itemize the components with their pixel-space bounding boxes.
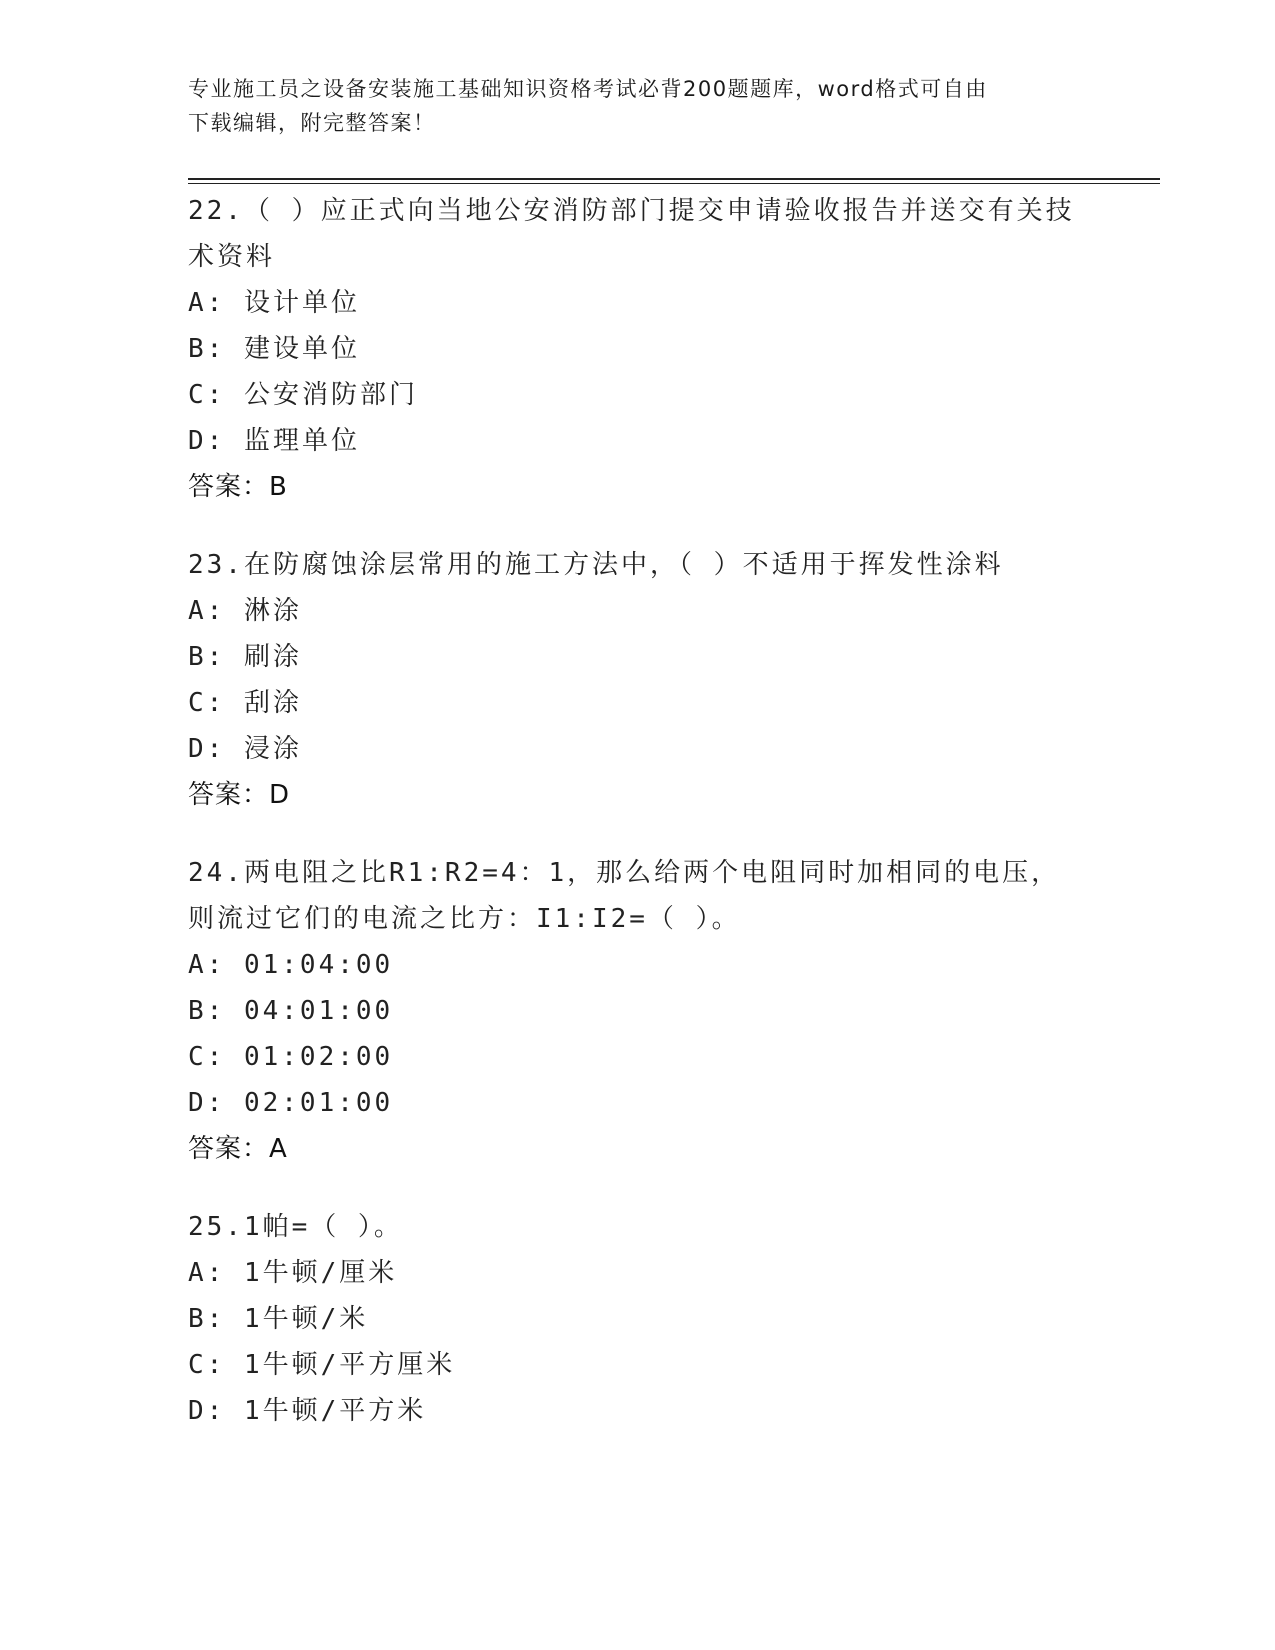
question-text: 22.（ ）应正式向当地公安消防部门提交申请验收报告并送交有关技术资料 — [188, 196, 1075, 272]
option-letter: D: — [188, 734, 226, 764]
option-letter: B: — [188, 334, 226, 364]
option-text: 01:02:00 — [243, 1042, 394, 1072]
question-list — [188, 188, 1088, 1466]
option-text: 1牛顿/平方厘米 — [243, 1350, 456, 1380]
question-22 — [188, 188, 1088, 510]
option-text: 公安消防部门 — [243, 380, 418, 410]
option-text: 设计单位 — [243, 288, 360, 318]
option-letter: B: — [188, 996, 226, 1026]
question-24 — [188, 850, 1088, 1172]
answer-label: 答案： — [188, 472, 270, 502]
option-letter: B: — [188, 1304, 226, 1334]
option-letter: D: — [188, 1088, 226, 1118]
option-a — [188, 588, 1088, 634]
option-text: 监理单位 — [243, 426, 360, 456]
option-c — [188, 680, 1088, 726]
answer-label: 答案： — [188, 780, 270, 810]
header-divider-thin — [188, 183, 1160, 184]
option-letter: A: — [188, 596, 226, 626]
option-d — [188, 1388, 1088, 1434]
option-text: 1牛顿/厘米 — [243, 1258, 398, 1288]
option-d — [188, 726, 1088, 772]
option-b — [188, 988, 1088, 1034]
option-letter: A: — [188, 288, 226, 318]
option-letter: A: — [188, 950, 226, 980]
option-text: 刮涂 — [243, 688, 302, 718]
option-text: 刷涂 — [243, 642, 302, 672]
option-letter: D: — [188, 426, 226, 456]
option-text: 1牛顿/米 — [243, 1304, 369, 1334]
answer-value: D — [269, 780, 291, 810]
option-letter: C: — [188, 1042, 226, 1072]
option-b — [188, 326, 1088, 372]
option-letter: C: — [188, 380, 226, 410]
option-b — [188, 1296, 1088, 1342]
option-c — [188, 1034, 1088, 1080]
question-25 — [188, 1204, 1088, 1434]
answer-label: 答案： — [188, 1134, 270, 1164]
header-line-2: 下载编辑，附完整答案！ — [188, 111, 436, 135]
option-letter: B: — [188, 642, 226, 672]
answer-value: B — [269, 472, 288, 502]
option-text: 浸涂 — [243, 734, 302, 764]
option-c — [188, 1342, 1088, 1388]
option-d — [188, 1080, 1088, 1126]
option-letter: C: — [188, 1350, 226, 1380]
question-text: 23.在防腐蚀涂层常用的施工方法中，（ ）不适用于挥发性涂料 — [188, 550, 1004, 580]
header-line-1: 专业施工员之设备安装施工基础知识资格考试必背200题题库，word格式可自由 — [188, 77, 988, 101]
option-text: 01:04:00 — [243, 950, 394, 980]
option-d — [188, 418, 1088, 464]
answer-value: A — [269, 1134, 288, 1164]
answer-line — [188, 464, 1088, 510]
option-b — [188, 634, 1088, 680]
option-letter: D: — [188, 1396, 226, 1426]
option-text: 1牛顿/平方米 — [243, 1396, 427, 1426]
option-letter: A: — [188, 1258, 226, 1288]
question-23 — [188, 542, 1088, 818]
answer-line — [188, 772, 1088, 818]
option-text: 建设单位 — [243, 334, 360, 364]
option-text: 04:01:00 — [243, 996, 394, 1026]
option-letter: C: — [188, 688, 226, 718]
document-header — [188, 72, 1088, 140]
answer-line — [188, 1126, 1088, 1172]
question-text: 25.1帕=（ ）。 — [188, 1212, 403, 1242]
option-a — [188, 1250, 1088, 1296]
option-text: 02:01:00 — [243, 1088, 394, 1118]
option-c — [188, 372, 1088, 418]
question-text: 24.两电阻之比R1:R2=4：1，那么给两个电阻同时加相同的电压，则流过它们的电流之比方：I1:I2=（ ）。 — [188, 858, 1061, 934]
header-divider-thick — [188, 178, 1160, 180]
option-text: 淋涂 — [243, 596, 302, 626]
option-a — [188, 280, 1088, 326]
option-a — [188, 942, 1088, 988]
